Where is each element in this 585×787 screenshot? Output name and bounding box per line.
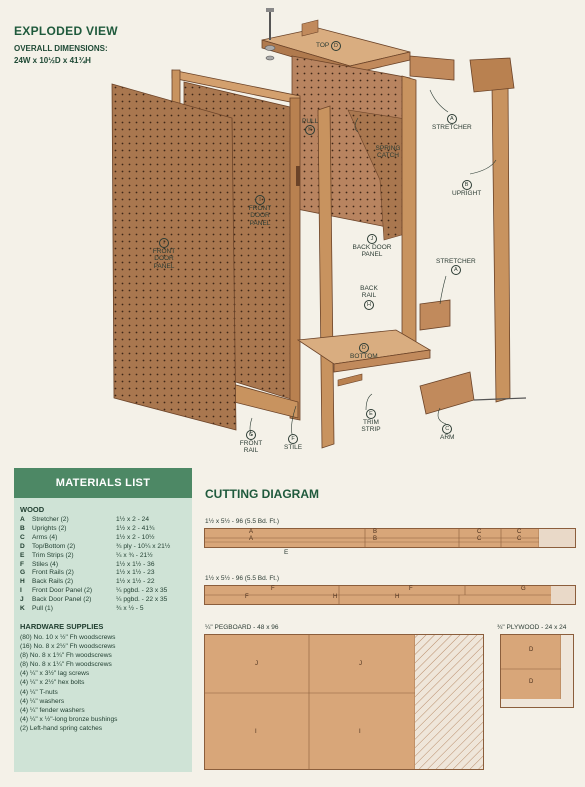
wood-row: K Pull (1) ¾ x ½ - 5 [20,605,144,613]
wood-row: C Arms (4) 1½ x 2 - 10½ [20,533,155,541]
callout-back-door-panel: J BACK DOOR PANEL [352,236,392,259]
part-label: D [529,679,534,685]
part-label: G [521,586,526,592]
callout-stretcher-top: A STRETCHER [432,116,472,131]
part-label: J [255,661,258,667]
wood-row: E Trim Strips (2) ¼ x ¾ - 21½ [20,551,153,559]
hardware-item: (4) ¼" washers [20,697,65,705]
board2 [204,585,576,605]
callout-top: TOP D [316,41,341,51]
wood-row: B Uprights (2) 1½ x 2 - 41¾ [20,524,155,532]
hardware-item: (4) ¼" T-nuts [20,688,58,696]
plywood-sheet [500,634,574,708]
part-label: F [245,594,249,600]
overall-dimensions-value: 24W x 10½D x 41¾H [14,56,91,65]
pegboard-sheet [204,634,484,770]
wood-list [20,516,186,614]
part-label: H [333,594,338,600]
part-label: A [249,536,254,542]
part-label: F [271,586,275,592]
callout-upright: B UPRIGHT [452,182,482,197]
wood-heading: WOOD [20,505,45,514]
hardware-item: (4) ¼" x 3½" lag screws [20,670,90,678]
wood-row: G Front Rails (2) 1½ x 1½ - 23 [20,569,155,577]
arm-shape [420,372,474,414]
callout-pull: PULL K [302,118,319,134]
callout-stretcher-mid: STRETCHER A [436,258,476,274]
materials-list-title: MATERIALS LIST [14,468,192,498]
upright-shape [470,58,514,402]
plywood-label: ¾" PLYWOOD - 24 x 24 [497,624,567,631]
part-label: H [395,594,400,600]
part-label: J [359,661,362,667]
callout-arm: C ARM [440,426,455,441]
overall-dimensions-label: OVERALL DIMENSIONS: [14,44,108,53]
hardware-item: (8) No. 8 x 1¾" Fh woodscrews [20,652,112,660]
part-label: I [359,729,361,735]
part-label: C [517,529,522,535]
hardware-item: (4) ¼" x ½"-long bronze bushings [20,715,118,723]
wood-row: F Stiles (4) 1½ x 1½ - 36 [20,560,155,568]
callout-spring-catch: SPRING CATCH [375,145,401,160]
stretcher-mid-shape [420,300,450,330]
wood-row: A Stretcher (2) 1½ x 2 - 24 [20,516,149,523]
hardware-heading: HARDWARE SUPPLIES [20,621,104,631]
pegboard-label: ¼" PEGBOARD - 48 x 96 [205,624,279,631]
hardware-item: (4) ¼" x 2½" hex bolts [20,679,85,687]
hardware-list [20,633,186,733]
part-label: D [529,647,534,653]
part-label: C [477,536,482,542]
callout-bottom: D BOTTOM [350,345,378,360]
callout-front-rail: G FRONT RAIL [239,432,263,455]
wood-row: I Front Door Panel (2) ¼ pgbd. - 23 x 35 [20,587,168,595]
hardware-item: (16) No. 8 x 2½" Fh woodscrews [20,643,116,651]
wood-row: H Back Rails (2) 1½ x 1½ - 22 [20,578,155,586]
hardware-item: (80) No. 10 x ½" Fh woodscrews [20,633,116,641]
part-label: B [373,536,378,542]
callout-front-door-panel-right: I FRONT DOOR PANEL [248,197,272,227]
cutting-diagram-title: CUTTING DIAGRAM [205,487,319,501]
hardware-item: (8) No. 8 x 1¼" Fh woodscrews [20,661,112,669]
part-label: A [249,529,254,535]
stretcher-top-shape [410,56,454,80]
part-label: F [409,586,413,592]
callout-front-door-panel-left: I FRONT DOOR PANEL [152,240,176,270]
board1-label: 1½ x 5½ - 96 (5.5 Bd. Ft.) [205,518,280,525]
part-label: C [477,529,482,535]
top-bolt [265,8,275,60]
callout-back-rail: BACK RAIL H [360,285,378,308]
exploded-view-title: EXPLODED VIEW [14,24,118,38]
callout-stile: F STILE [284,436,303,451]
board2-label: 1½ x 5½ - 96 (5.5 Bd. Ft.) [205,575,280,582]
materials-list [14,468,192,772]
wood-row: D Top/Bottom (2) ¾ ply - 10¼ x 21½ [20,542,171,550]
part-label: I [255,729,257,735]
hardware-item: (4) ¼" fender washers [20,706,85,714]
wood-row: J Back Door Panel (2) ¼ pgbd. - 22 x 35 [20,596,168,604]
callout-trim-strip: E TRIM STRIP [361,411,381,434]
part-label: C [517,536,522,542]
part-label: B [373,529,378,535]
board1 [204,528,576,548]
hardware-item: (2) Left-hand spring catches [20,724,103,732]
part-label-e: E [284,549,289,556]
